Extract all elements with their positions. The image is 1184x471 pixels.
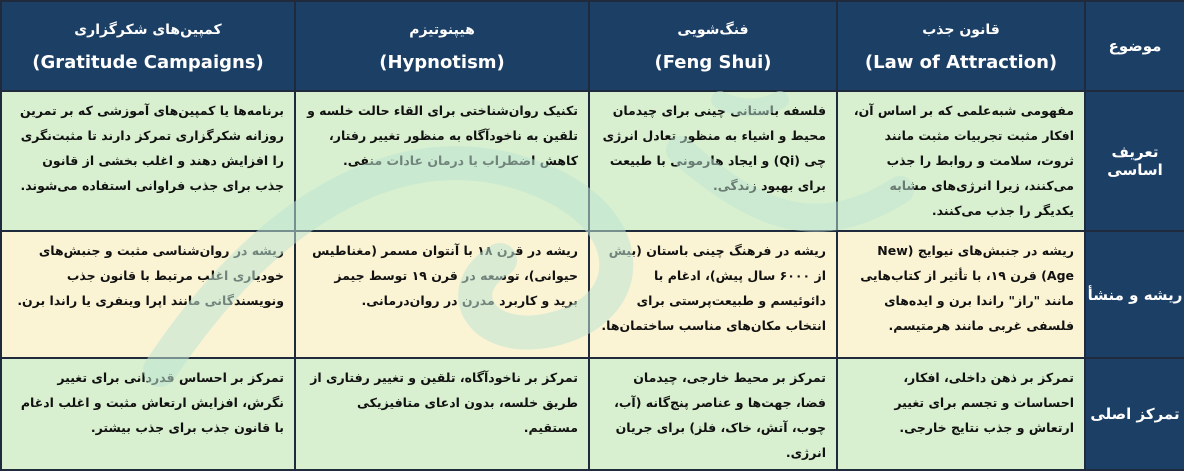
- table-cell: [295, 358, 589, 470]
- cell-text: ریشه در فرهنگ چینی باستان (بیش از ۶۰۰۰ سال پیش)، ادغام با دائوئیسم و طبیعت‌پرستی برای انتخاب مکان‌های مناسب ساختمان‌ها.: [601, 243, 826, 333]
- table-row-origin: [1, 231, 1184, 358]
- table-cell: [1, 231, 295, 358]
- column-header-feng-shui: [589, 1, 837, 91]
- cell-text: تکنیک روان‌شناختی برای القاء حالت خلسه و تلقین به ناخودآگاه به منظور تغییر رفتار، کاهش اضطراب یا درمان عادات منفی.: [307, 103, 578, 168]
- row-header: تمرکز اصلی: [1085, 358, 1184, 470]
- table-cell: [295, 231, 589, 358]
- table-cell: [589, 91, 837, 231]
- cell-text: ریشه در روان‌شناسی مثبت و جنبش‌های خودیاری اغلب مرتبط با قانون جذب ونویسندگانی مانند اپرا وینفری یا راندا برن.: [17, 243, 284, 308]
- row-header: تعریف اساسی: [1085, 91, 1184, 231]
- column-header-gratitude-campaigns: [1, 1, 295, 91]
- column-title-en: (Feng Shui): [654, 52, 772, 73]
- column-header-law-of-attraction: [837, 1, 1085, 91]
- table-cell: [295, 91, 589, 231]
- table-cell: [1, 91, 295, 231]
- column-title-en: (Hypnotism): [379, 52, 505, 73]
- table-row-main-focus: [1, 358, 1184, 470]
- corner-header: موضوع: [1085, 1, 1184, 91]
- row-header: ریشه و منشأ: [1085, 231, 1184, 358]
- cell-text: ریشه در جنبش‌های نیوایج (New Age) قرن ۱۹، با تأثیر از کتاب‌هایی مانند "راز" راندا برن و ایده‌های فلسفی غربی مانند هرمتیسم.: [860, 243, 1074, 333]
- column-title-en: (Law of Attraction): [864, 52, 1058, 73]
- table-cell: [837, 358, 1085, 470]
- header-row: [1, 1, 1184, 91]
- table-cell: [837, 231, 1085, 358]
- table-row-definition: [1, 91, 1184, 231]
- table-cell: [589, 358, 837, 470]
- cell-text: ریشه در قرن ۱۸ با آنتوان مسمر (مغناطیس حیوانی)، توسعه در قرن ۱۹ توسط جیمز برید و کاربرد مدرن در روان‌درمانی.: [312, 243, 578, 308]
- table-cell: [1, 358, 295, 470]
- column-title-fa: فنگ‌شویی: [677, 22, 749, 38]
- cell-text: تمرکز بر احساس قدردانی برای تغییر نگرش، افزایش ارتعاش مثبت و اغلب ادغام با قانون جذب برای جذب بیشتر.: [20, 370, 284, 435]
- column-title-fa: قانون جذب: [922, 22, 1000, 38]
- table-cell: [589, 231, 837, 358]
- column-header-hypnotism: [295, 1, 589, 91]
- cell-text: تمرکز بر ذهن داخلی، افکار، احساسات و تجسم برای تغییر ارتعاش و جذب نتایج خارجی.: [894, 370, 1074, 435]
- cell-text: تمرکز بر محیط خارجی، چیدمان فضا، جهت‌ها و عناصر پنج‌گانه (آب، چوب، آتش، خاک، فلز) برای جریان انرژی.: [614, 370, 826, 460]
- cell-text: برنامه‌ها یا کمپین‌های آموزشی که بر تمرین روزانه شکرگزاری تمرکز دارند تا مثبت‌نگری را افزایش دهند و اغلب بخشی از قانون جذب برای جذب فراوانی استفاده می‌شوند.: [19, 103, 284, 193]
- column-title-fa: کمپین‌های شکرگزاری: [74, 22, 222, 38]
- column-title-fa: هیپنوتیزم: [409, 22, 475, 38]
- cell-text: فلسفه باستانی چینی برای چیدمان محیط و اشیاء به منظور تعادل انرژی چی (Qi) و ایجاد هارمونی با طبیعت برای بهبود زندگی.: [602, 103, 826, 193]
- column-title-en: (Gratitude Campaigns): [32, 52, 264, 73]
- cell-text: تمرکز بر ناخودآگاه، تلقین و تغییر رفتاری از طریق خلسه، بدون ادعای متافیزیکی مستقیم.: [310, 370, 578, 435]
- table-cell: [837, 91, 1085, 231]
- cell-text: مفهومی شبه‌علمی که بر اساس آن، افکار مثبت تجربیات مثبت مانند ثروت، سلامت و روابط را جذب می‌کنند، زیرا انرژی‌های مشابه یکدیگر را جذب می‌کنند.: [853, 103, 1074, 218]
